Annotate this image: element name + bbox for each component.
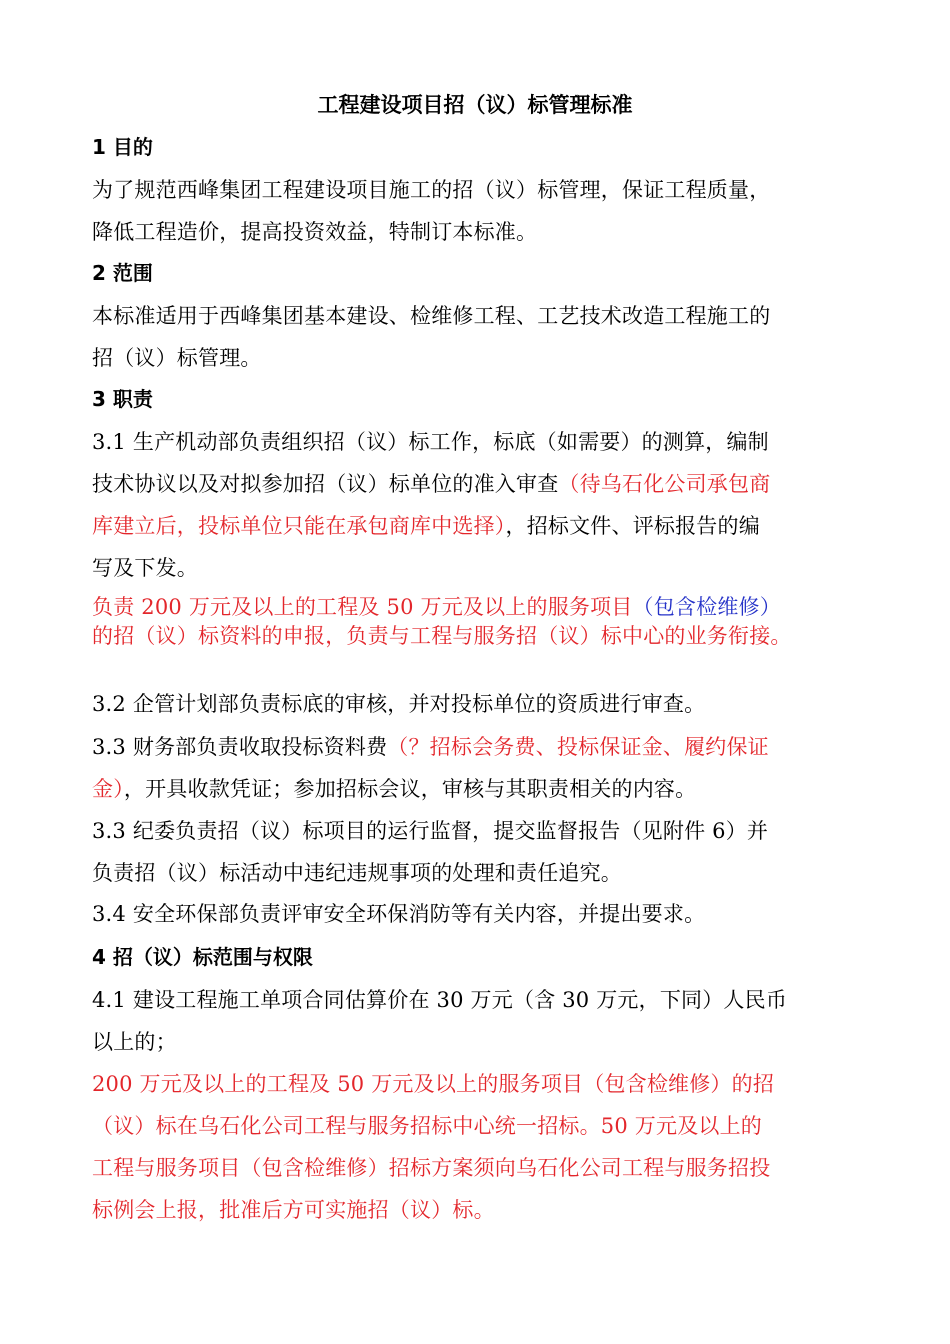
highlighted-text-red: （待乌石化公司承包商 [558,472,771,496]
paragraph-line [92,732,769,762]
section-heading-purpose: 1 目的 [92,135,153,159]
text-run: 3.3 财务部负责收取投标资料费 [92,735,388,759]
paragraph-line: 降低工程造价，提高投资效益，特制订本标准。 [92,220,538,244]
paragraph-line: 本标准适用于西峰集团基本建设、检维修工程、工艺技术改造工程施工的 [92,304,771,328]
paragraph-line [92,511,760,541]
text-run: ，招标文件、评标报告的编 [505,514,760,538]
highlighted-text-red: 金） [92,777,124,801]
paragraph-line: 4.1 建设工程施工单项合同估算价在 30 万元（含 30 万元，下同）人民币 [92,988,788,1012]
paragraph-line: 工程与服务项目（包含检维修）招标方案须向乌石化公司工程与服务招投 [92,1156,771,1180]
highlighted-text-blue: （包含检维修） [632,595,781,619]
paragraph-line [92,469,770,499]
paragraph-line: 写及下发。 [92,556,198,580]
paragraph-line: 3.3 纪委负责招（议）标项目的运行监督，提交监督报告（见附件 6）并 [92,819,769,843]
paragraph-line [92,774,696,804]
paragraph-line: 负责招（议）标活动中违纪违规事项的处理和责任追究。 [92,861,622,885]
highlighted-text-red: （？招标会务费、投标保证金、履约保证 [387,735,769,759]
paragraph-line [92,592,781,622]
paragraph-line: 以上的； [92,1030,177,1054]
highlighted-text-red: 库建立后，投标单位只能在承包商库中选择） [92,514,506,538]
section-heading-scope: 2 范围 [92,261,153,285]
paragraph-line: 3.4 安全环保部负责评审安全环保消防等有关内容，并提出要求。 [92,902,706,926]
section-heading-range-authority: 4 招（议）标范围与权限 [92,945,313,969]
text-run: 技术协议以及对拟参加招（议）标单位的准入审查 [92,472,559,496]
section-heading-responsibilities: 3 职责 [92,387,153,411]
paragraph-line: 的招（议）标资料的申报，负责与工程与服务招（议）标中心的业务衔接。 [92,624,792,648]
text-run: ，开具收款凭证；参加招标会议，审核与其职责相关的内容。 [123,777,697,801]
highlighted-text-red: 负责 200 万元及以上的工程及 50 万元及以上的服务项目 [92,595,633,619]
paragraph-line: 3.1 生产机动部负责组织招（议）标工作，标底（如需要）的测算，编制 [92,430,769,454]
paragraph-line: 标例会上报，批准后方可实施招（议）标。 [92,1198,495,1222]
paragraph-line: 200 万元及以上的工程及 50 万元及以上的服务项目（包含检维修）的招 [92,1072,775,1096]
paragraph-line: 招（议）标管理。 [92,346,262,370]
paragraph-line: 3.2 企管计划部负责标底的审核，并对投标单位的资质进行审查。 [92,692,706,716]
paragraph-line: （议）标在乌石化公司工程与服务招标中心统一招标。50 万元及以上的 [92,1114,762,1138]
paragraph-line: 为了规范西峰集团工程建设项目施工的招（议）标管理，保证工程质量， [92,178,771,202]
document-title: 工程建设项目招（议）标管理标准 [317,93,633,117]
